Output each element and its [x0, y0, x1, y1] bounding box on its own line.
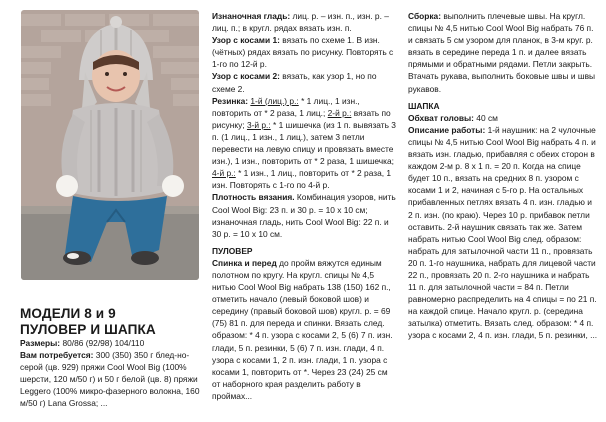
cable-pattern-2-text: вязать, как узор 1, но по схеме 2. [212, 71, 377, 94]
ribbing-label: Резинка: [212, 95, 249, 106]
column-3 [408, 10, 598, 342]
model-title-line1: МОДЕЛИ 8 и 9 [20, 306, 116, 321]
back-front-paragraph [212, 257, 397, 402]
sizes-paragraph [20, 337, 200, 349]
gauge-label: Плотность вязания. [212, 192, 295, 203]
photo-girl-in-sweater [21, 10, 199, 280]
materials-label: Вам потребуется: [20, 350, 94, 361]
reverse-stockinette-paragraph [212, 10, 397, 34]
ribbing-row1-label: 1-й (лиц.) р.: [250, 95, 299, 106]
gauge-paragraph [212, 191, 397, 239]
pullover-section-title: ПУЛОВЕР [212, 245, 253, 256]
model-title-line2: ПУЛОВЕР И ШАПКА [20, 321, 156, 337]
assembly-paragraph [408, 10, 598, 95]
cable-pattern-1-label: Узор с косами 1: [212, 35, 280, 46]
reverse-stockinette-text: лиц. р. – изн. п., изн. р. – лиц. п.; в кругл. рядах вязать изн. п. [212, 11, 389, 34]
ribbing-row4-text: * 1 изн., 1 лиц., повторить от * 2 раза, 1 изн. Повторять с 1-го по 4-й р. [212, 168, 392, 191]
ribbing-paragraph [212, 95, 397, 192]
ribbing-row2-label: 2-й р.: [327, 107, 352, 118]
ribbing-row3-text: * 1 шишечка (из 1 п. вывязать 3 п. (1 лиц., 1 изн., 1 лиц.), затем 3 петли перевести на левую спицу и провязать вместе изн.), 1 изн., повторить от * 2 раза, 1 шишечка; [212, 119, 396, 167]
cable-pattern-2-label: Узор с косами 2: [212, 71, 280, 82]
work-description-paragraph [408, 124, 598, 342]
head-circumference-text: 40 см [476, 112, 498, 123]
hat-section-title: ШАПКА [408, 100, 440, 111]
back-front-label: Спинка и перед [212, 257, 277, 268]
ribbing-row2-text: вязать по рисунку; [212, 107, 391, 130]
cable-pattern-1-paragraph [212, 34, 397, 70]
head-circumference-paragraph [408, 112, 598, 124]
sizes-label: Размеры: [20, 338, 61, 348]
materials-text: 300 (350) 350 г блед-но-серой (цв. 929) пряжи Cool Wool Big (100% шерсти, 120 м/50 г) и 50 г белой (цв. 8) пряжи Leggero (100% микро-фазерного волокна, 160 м/50 г) Lana Grossa; ... [20, 350, 200, 409]
ribbing-row3-label: 3-й р.: [246, 119, 271, 130]
work-description-text: 1-й наушник: на 2 чулочные спицы № 4,5 нитью Cool Wool Big набрать 4 п. и вязать изн. гладью, прибавляя с обеих сторон в каждом 2-м р. 8 x 1 п. = 20 п. Когда на спице будет 10 п., вязать на средних 8 п. узором с косами 1 и 2, начиная с 5-го р. На остальных прибавленных петлях вязать 4 п. изн. гладью и 2 п. изн. (по краю). Через 10 р. прибавок петли оставить. 2-й наушник связать так же. Затем набрать нитью Cool Wool Big след. образом: набрать для затылочной части 11 п., провязать 20 п. 1-го наушника, набрать для лицевой части 22 п., провязать 20 п. 2-го наушника и набрать 11 п. для затылочной части = 84 п. Петли равномерно распределить на 4 спицы = по 21 п. на каждой спице. Начало кругл. р. (середина затылка) отметить. Вязать след. образом: * 4 п. узора с косами 2, 4 п. изн. глади, 5 п. резинки, ... [408, 124, 598, 341]
head-circumference-label: Обхват головы: [408, 112, 474, 123]
assembly-label: Сборка: [408, 11, 441, 21]
cable-pattern-1-text: вязать по схеме 1. В изн. (чётных) рядах вязать по рисунку. Повторять с 1-го по 12-й р. [212, 35, 394, 70]
ribbing-row4-label: 4-й р.: [212, 168, 236, 179]
cable-pattern-2-paragraph [212, 70, 397, 94]
reverse-stockinette-label: Изнаночная гладь: [212, 11, 291, 21]
column-1 [20, 306, 200, 410]
column-2 [212, 10, 397, 402]
gauge-text: Комбинация узоров, нить Cool Wool Big: 23 п. и 30 р. = 10 x 10 см; изнаночная гладь, нить Cool Wool Big: 22 п. и 30 р. = 10 x 10 см. [212, 192, 396, 239]
photo-illustration [21, 10, 199, 280]
model-title [20, 306, 200, 337]
materials-paragraph [20, 349, 200, 409]
assembly-text: выполнить плечевые швы. На кругл. спицы № 4,5 нитью Cool Wool Big набрать 76 п. и связать 5 см узором для планок, в 3-м круг. р. вязать в середине переда 1 п. и далее вязать прямыми и обратными рядами. Петли закрыть. Втачать рукава, выполнить боковые швы и швы рукавов. [408, 11, 596, 94]
ribbing-row1-text: * 1 лиц., 1 изн., повторить от * 2 раза, 1 лиц.; [212, 95, 360, 118]
back-front-text: до пройм вяжутся единым полотном по кругу. На кругл. спицы № 4,5 нитью Cool Wool Big набрать 138 (150) 162 п., отметить начало (левый боковой шов) и середину (правый боковой шов) кругл. р. = 69 (75) 81 п. для переда и спинки. Вязать след. образом: * 4 п. узора с косами 2, 5 (6) 7 п. изн. глади, 5 п. резинки, 5 (6) 7 п. изн. глади, 4 п. узора с косами 1, 2 п. изн. глади, 1 п. узора с косами 1, повторить от *. Через 23 (24) 25 см от наборного края разделить работу в проймах... [212, 257, 393, 401]
sizes-text: 80/86 (92/98) 104/110 [62, 338, 145, 348]
work-description-label: Описание работы: [408, 124, 486, 135]
